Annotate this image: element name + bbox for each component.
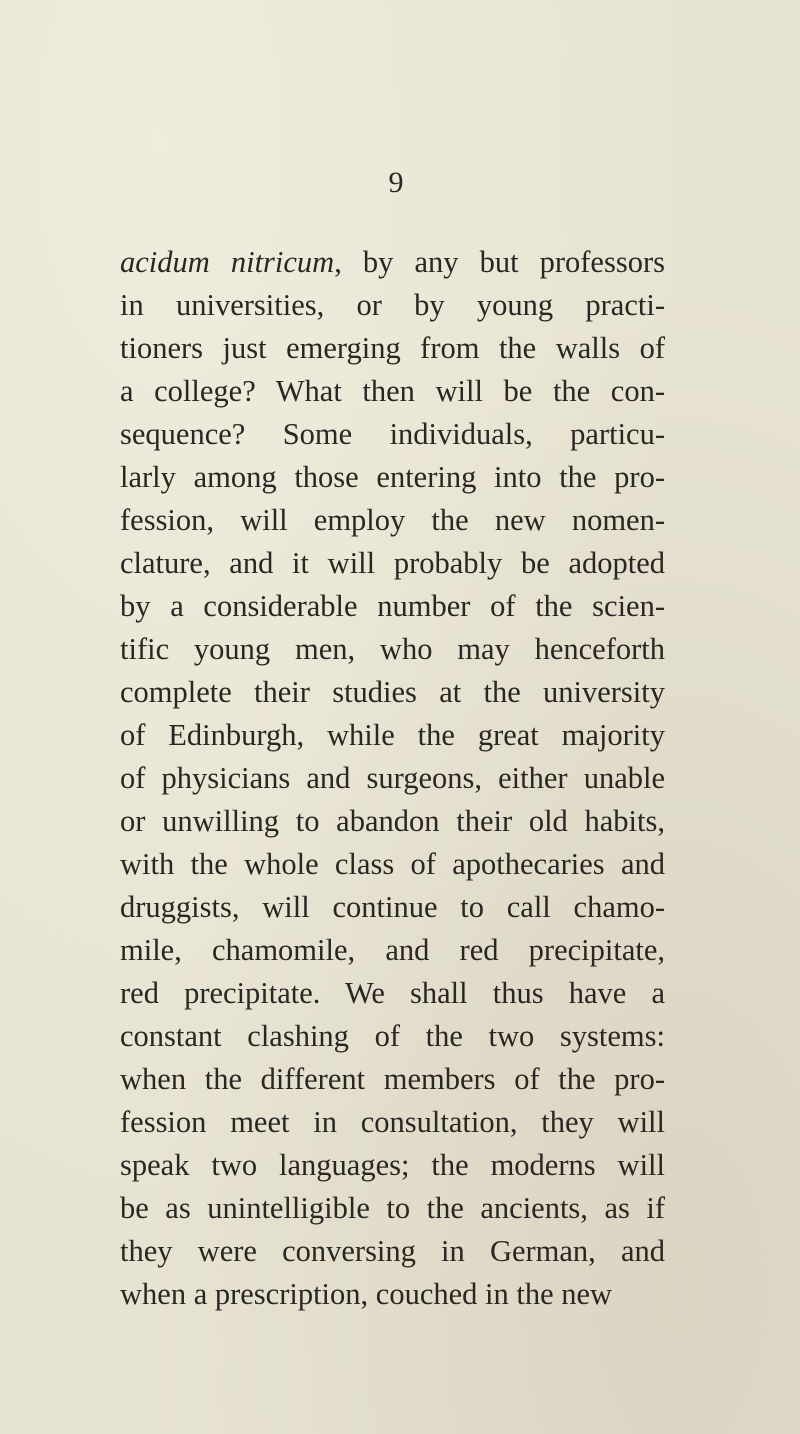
text-line-25: when a prescription, couched in the new: [120, 1277, 613, 1311]
text-line-17: mile, chamomile, and red precipitate,: [120, 933, 665, 967]
text-line-2: in universities, or by young practi-: [120, 288, 665, 322]
text-line-6: larly among those entering into the pro-: [120, 460, 665, 494]
text-line-8: clature, and it will probably be adopted: [120, 546, 665, 580]
text-line-22: speak two languages; the moderns will: [120, 1148, 665, 1182]
page-number: 9: [388, 166, 404, 199]
text-line-11: complete their studies at the university: [120, 675, 665, 709]
latin-term: acidum nitricum: [120, 245, 335, 279]
text-line-23: be as unintelligible to the ancients, as if: [120, 1191, 665, 1225]
text-line-9: by a considerable number of the scien-: [120, 589, 665, 623]
text-line-18: red precipitate. We shall thus have a: [120, 976, 665, 1010]
body-text: [120, 241, 665, 1316]
text-line-20: when the different members of the pro-: [120, 1062, 665, 1096]
text-line-14: or unwilling to abandon their old habits,: [120, 804, 665, 838]
text-line-12: of Edinburgh, while the great majority: [120, 718, 665, 752]
text-line-15: with the whole class of apothecaries and: [120, 847, 665, 881]
text-line-7: fession, will employ the new nomen-: [120, 503, 665, 537]
text-line-4: a college? What then will be the con-: [120, 374, 665, 408]
text-line-19: constant clashing of the two systems:: [120, 1019, 665, 1053]
text-line-5: sequence? Some individuals, particu-: [120, 417, 665, 451]
text-line-24: they were conversing in German, and: [120, 1234, 665, 1268]
text-line-3: tioners just emerging from the walls of: [120, 331, 665, 365]
text-line-21: fession meet in consultation, they will: [120, 1105, 665, 1139]
text-line-10: tific young men, who may henceforth: [120, 632, 665, 666]
text-line-1-rest: , by any but professors: [334, 245, 665, 279]
text-line-1: [120, 241, 665, 284]
text-line-13: of physicians and surgeons, either unable: [120, 761, 665, 795]
text-line-16: druggists, will continue to call chamo-: [120, 890, 665, 924]
